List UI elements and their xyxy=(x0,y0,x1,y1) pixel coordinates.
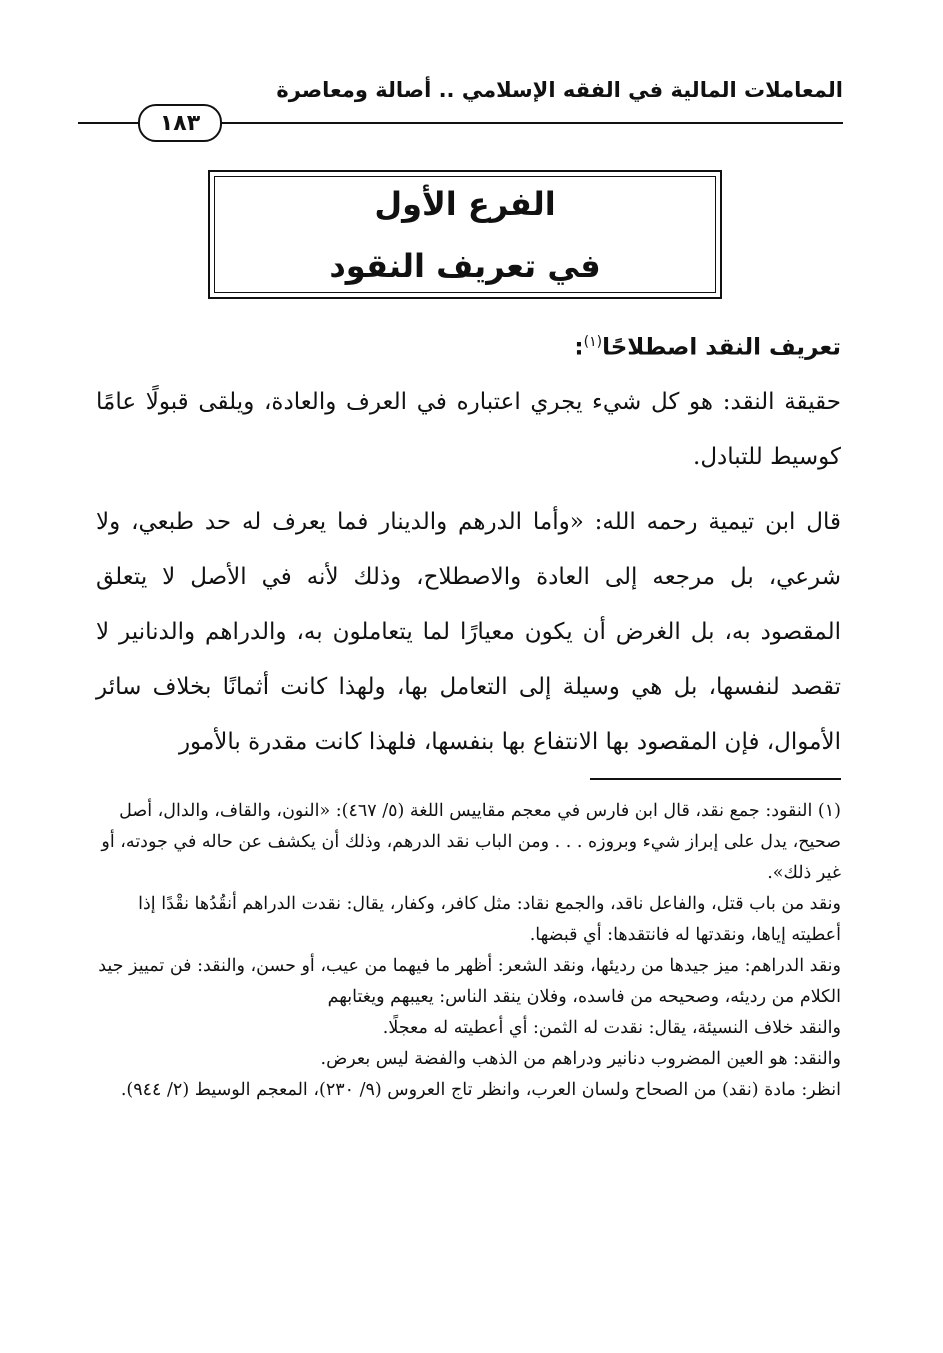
paragraph-definition: حقيقة النقد: هو كل شيء يجري اعتباره في العرف والعادة، ويلقى قبولًا عامًا كوسيط للتبادل. xyxy=(96,389,841,470)
subheading-colon: : xyxy=(574,334,584,361)
footnotes xyxy=(96,796,841,1106)
footnote-para: ونقد من باب قتل، والفاعل ناقد، والجمع نقاد: مثل كافر، وكفار، يقال: نقدت الدراهم أنقُدُها نقْدًا إذا أعطيته إياها، ونقدتها له فانتقدها: أي قبضها. xyxy=(138,894,841,945)
footnote-para: والنقد: هو العين المضروب دنانير ودراهم من الذهب والفضة ليس بعرض. xyxy=(320,1049,841,1069)
footnote-rule xyxy=(590,778,841,780)
section-title-line-1: الفرع الأول xyxy=(374,184,556,223)
footnote-1: (١) النقود: جمع نقد، قال ابن فارس في معجم مقاييس اللغة (٥/ ٤٦٧): «النون، والقاف، والدال، أصل صحيح، يدل على إبراز شيء وبروزه . . . ومن الباب نقد الدرهم، وذلك أن يكشف عن حاله في جودته، أو غير ذلك». xyxy=(101,801,841,883)
page-number: ١٨٣ xyxy=(138,104,222,142)
footnote-para: والنقد خلاف النسيئة، يقال: نقدت له الثمن: أي أعطيته له معجلًا. xyxy=(382,1018,841,1038)
footnote-para: ونقد الدراهم: ميز جيدها من رديئها، ونقد الشعر: أظهر ما فيهما من عيب، أو حسن، والنقد: فن تمييز جيد الكلام من رديئه، وصحيحه من فاسده، وفلان ينقد الناس: يعيبهم ويغتابهم xyxy=(98,956,841,1007)
section-title-line-2: في تعريف النقود xyxy=(329,246,601,285)
footnote-references: انظر: مادة (نقد) من الصحاح ولسان العرب، وانظر تاج العروس (٩/ ٢٣٠)، المعجم الوسيط (٢/ ٩٤٤). xyxy=(120,1080,841,1100)
footnote-marker[interactable]: (١) xyxy=(583,334,603,350)
subheading xyxy=(574,318,841,372)
paragraph-quote: قال ابن تيمية رحمه الله: «وأما الدرهم والدينار فما يعرف له حد طبعي، ولا شرعي، بل مرجعه إلى العادة والاصطلاح، وذلك لأنه في الأصل لا يتعلق المقصود به، بل الغرض أن يكون معيارًا لما يتعاملون به، والدراهم والدنانير لا تقصد لنفسها، بل هي وسيلة إلى التعامل بها، ولهذا كانت أثمانًا بخلاف سائر الأموال، فإن المقصود بها الانتفاع بها بنفسها، فلهذا كانت مقدرة بالأمور xyxy=(96,509,841,755)
subheading-text: تعريف النقد اصطلاحًا xyxy=(602,334,841,361)
section-title-frame xyxy=(208,170,722,299)
running-header: المعاملات المالية في الفقه الإسلامي .. أصالة ومعاصرة xyxy=(276,78,843,102)
